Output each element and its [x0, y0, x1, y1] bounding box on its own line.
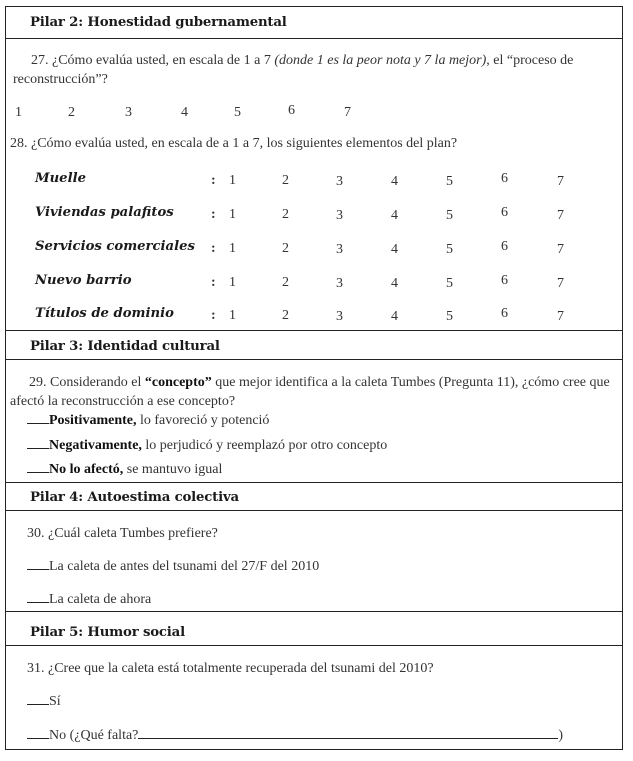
scale-option[interactable]: 3 — [336, 309, 343, 324]
divider — [5, 611, 623, 612]
scale-option[interactable]: 5 — [446, 309, 453, 324]
scale-option[interactable]: 4 — [391, 309, 398, 324]
scale-option[interactable]: 1 — [229, 173, 236, 188]
scale-option[interactable]: 7 — [557, 208, 564, 223]
colon-separator: : — [211, 308, 216, 323]
scale-option[interactable]: 7 — [557, 174, 564, 189]
scale-option[interactable]: 2 — [282, 173, 289, 188]
colon-separator: : — [211, 207, 216, 222]
q28-item-label: Viviendas palafitos — [35, 205, 174, 220]
answer-blank[interactable] — [27, 602, 49, 603]
answer-blank[interactable] — [27, 423, 49, 424]
colon-separator: : — [211, 241, 216, 256]
scale-option[interactable]: 2 — [282, 308, 289, 323]
scale-option[interactable]: 6 — [288, 103, 295, 118]
pillar-5-heading: Pilar 5: Humor social — [30, 625, 185, 640]
scale-option[interactable]: 5 — [446, 276, 453, 291]
scale-option[interactable]: 7 — [344, 105, 351, 120]
colon-separator: : — [211, 275, 216, 290]
scale-option[interactable]: 3 — [336, 276, 343, 291]
divider — [5, 359, 623, 360]
scale-option[interactable]: 2 — [282, 275, 289, 290]
scale-option[interactable]: 4 — [391, 276, 398, 291]
question-29: 29. Considerando el “concepto” que mejor identifica a la caleta Tumbes (Pregunta 11), ¿cómo cree que afectó la reconstrucción a ese concepto? — [10, 375, 610, 409]
divider — [5, 330, 623, 331]
scale-option[interactable]: 5 — [446, 174, 453, 189]
scale-option[interactable]: 6 — [501, 306, 508, 321]
q28-item-label: Muelle — [35, 171, 86, 186]
scale-option[interactable]: 4 — [391, 174, 398, 189]
answer-blank[interactable] — [27, 704, 49, 705]
q29-option-negative[interactable]: Negativamente, lo perjudicó y reemplazó por otro concepto — [27, 438, 387, 454]
scale-option[interactable]: 1 — [15, 105, 22, 120]
scale-option[interactable]: 2 — [68, 105, 75, 120]
q30-option-now[interactable]: La caleta de ahora — [27, 592, 151, 608]
answer-blank[interactable] — [27, 738, 49, 739]
scale-option[interactable]: 6 — [501, 239, 508, 254]
scale-option[interactable]: 4 — [391, 242, 398, 257]
scale-option[interactable]: 2 — [282, 207, 289, 222]
pillar-4-heading: Pilar 4: Autoestima colectiva — [30, 490, 239, 505]
scale-option[interactable]: 3 — [336, 208, 343, 223]
scale-option[interactable]: 3 — [336, 174, 343, 189]
question-27: 27. ¿Cómo evalúa usted, en escala de 1 a 7 (donde 1 es la peor nota y 7 la mejor), el “proceso de reconstrucción”? — [13, 53, 574, 87]
scale-option[interactable]: 4 — [181, 105, 188, 120]
scale-option[interactable]: 5 — [446, 242, 453, 257]
q28-item-label: Nuevo barrio — [35, 273, 132, 288]
scale-option[interactable]: 3 — [125, 105, 132, 120]
q28-item-label: Servicios comerciales — [35, 239, 195, 254]
q31-option-yes[interactable]: Sí — [27, 694, 61, 710]
question-30: 30. ¿Cuál caleta Tumbes prefiere? — [27, 526, 218, 541]
q29-option-positive[interactable]: Positivamente, lo favoreció y potenció — [27, 413, 269, 429]
scale-option[interactable]: 1 — [229, 308, 236, 323]
scale-option[interactable]: 5 — [446, 208, 453, 223]
what-is-missing-field[interactable] — [138, 738, 558, 739]
scale-option[interactable]: 3 — [336, 242, 343, 257]
divider — [5, 482, 623, 483]
colon-separator: : — [211, 173, 216, 188]
answer-blank[interactable] — [27, 569, 49, 570]
scale-option[interactable]: 1 — [229, 241, 236, 256]
q28-item-label: Títulos de dominio — [35, 306, 174, 321]
scale-option[interactable]: 1 — [229, 207, 236, 222]
scale-option[interactable]: 2 — [282, 241, 289, 256]
scale-option[interactable]: 7 — [557, 309, 564, 324]
scale-option[interactable]: 5 — [234, 105, 241, 120]
answer-blank[interactable] — [27, 472, 49, 473]
scale-option[interactable]: 6 — [501, 205, 508, 220]
pillar-2-heading: Pilar 2: Honestidad gubernamental — [30, 15, 287, 30]
scale-option[interactable]: 6 — [501, 273, 508, 288]
q31-option-no[interactable]: No (¿Qué falta? ) — [27, 728, 563, 744]
divider — [5, 645, 623, 646]
scale-option[interactable]: 7 — [557, 276, 564, 291]
divider — [5, 38, 623, 39]
scale-option[interactable]: 4 — [391, 208, 398, 223]
scale-option[interactable]: 1 — [229, 275, 236, 290]
q29-option-unaffected[interactable]: No lo afectó, se mantuvo igual — [27, 462, 222, 478]
answer-blank[interactable] — [27, 448, 49, 449]
pillar-3-heading: Pilar 3: Identidad cultural — [30, 339, 220, 354]
q30-option-before[interactable]: La caleta de antes del tsunami del 27/F del 2010 — [27, 559, 319, 575]
question-28: 28. ¿Cómo evalúa usted, en escala de a 1 a 7, los siguientes elementos del plan? — [10, 136, 458, 151]
divider — [5, 510, 623, 511]
question-31: 31. ¿Cree que la caleta está totalmente recuperada del tsunami del 2010? — [27, 661, 434, 676]
scale-option[interactable]: 6 — [501, 171, 508, 186]
scale-option[interactable]: 7 — [557, 242, 564, 257]
